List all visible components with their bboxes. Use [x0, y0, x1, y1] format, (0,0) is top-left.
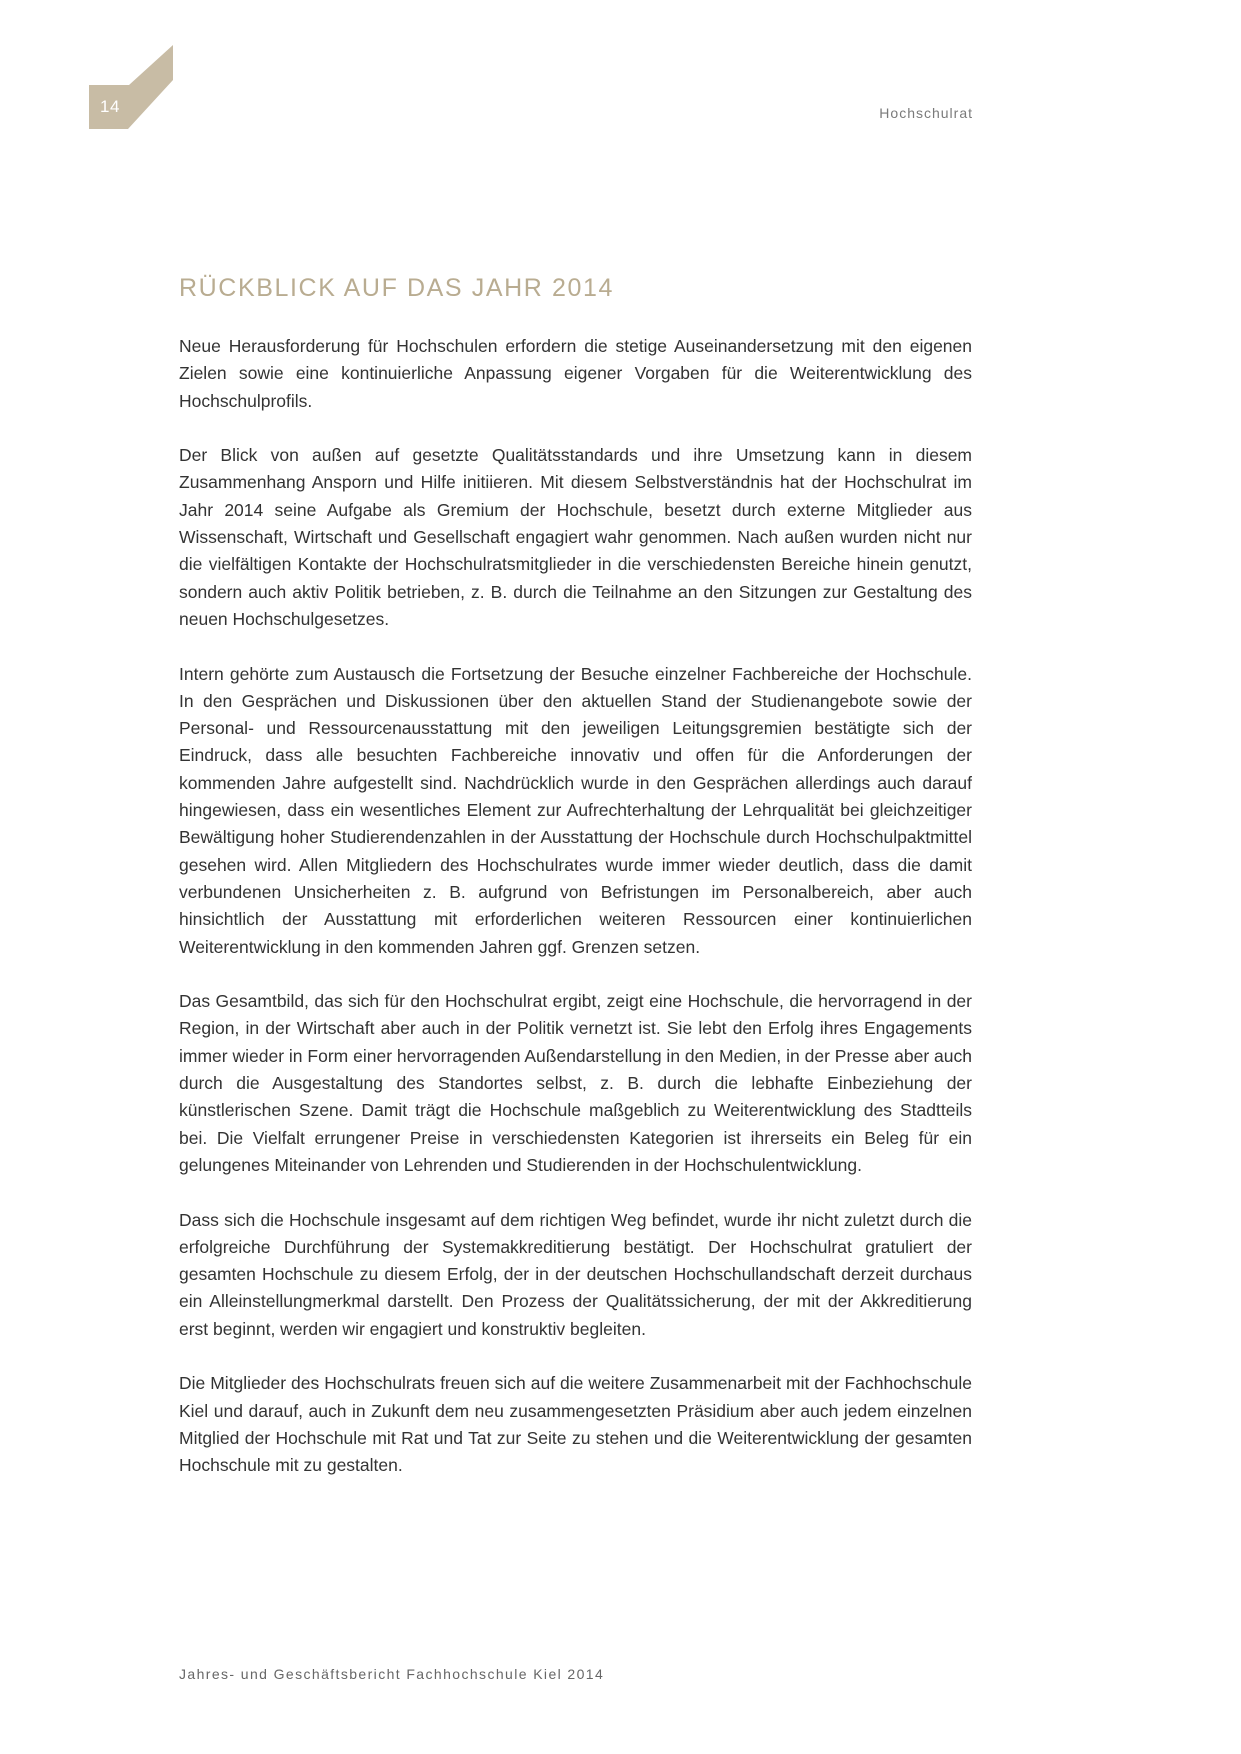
paragraph: Das Gesamtbild, das sich für den Hochschulrat ergibt, zeigt eine Hochschule, die hervorragend in der Region, in der Wirtschaft aber auch in der Politik vernetzt ist. Sie lebt den Erfolg ihres Engagements immer wieder in Form einer hervorragenden Außendarstellung in den Medien, in der Presse aber auch durch die Ausgestaltung des Standortes selbst, z. B. durch die lebhafte Einbeziehung der künstlerischen Szene. Damit trägt die Hochschule maßgeblich zu Weiterentwicklung des Stadtteils bei. Die Vielfalt errungener Preise in verschiedensten Kategorien ist ihrerseits ein Beleg für ein gelungenes Miteinander von Lehrenden und Studierenden in der Hochschulentwicklung.	[179, 991, 972, 1175]
paragraph: Intern gehörte zum Austausch die Fortsetzung der Besuche einzelner Fachbereiche der Hochschule. In den Gesprächen und Diskussionen über den aktuellen Stand der Studienangebote sowie der Personal- und Ressourcenausstattung mit den jeweiligen Leitungsgremien bestätigte sich der Eindruck, dass alle besuchten Fachbereiche innovativ und offen für die Anforderungen der kommenden Jahre aufgestellt sind. Nachdrücklich wurde in den Gesprächen allerdings auch darauf hingewiesen, dass ein wesentliches Element zur Aufrechterhaltung der Lehrqualität bei gleichzeitiger Bewältigung hoher Studierendenzahlen in der Ausstattung der Hochschule durch Hochschulpaktmittel gesehen wird. Allen Mitgliedern des Hochschulrates wurde immer wieder deutlich, dass die damit verbundenen Unsicherheiten z. B. aufgrund von Befristungen im Personalbereich, aber auch hinsichtlich der Ausstattung mit erforderlichen weiteren Ressourcen einer kontinuierlichen Weiterentwicklung in den kommenden Jahren ggf. Grenzen setzen.	[179, 663, 972, 957]
running-head: Hochschulrat	[879, 105, 973, 121]
paragraph: Dass sich die Hochschule insgesamt auf dem richtigen Weg befindet, wurde ihr nicht zuletzt durch die erfolgreiche Durchführung der Systemakkreditierung bestätigt. Der Hochschulrat gratuliert der gesamten Hochschule zu diesem Erfolg, der in der deutschen Hochschullandschaft derzeit durchaus ein Alleinstellungmerkmal darstellt. Den Prozess der Qualitätssicherung, der mit der Akkreditierung erst beginnt, werden wir engagiert und konstruktiv begleiten.	[179, 1209, 972, 1339]
page-footer: Jahres- und Geschäftsbericht Fachhochschule Kiel 2014	[179, 1666, 605, 1682]
paragraph: Die Mitglieder des Hochschulrats freuen sich auf die weitere Zusammenarbeit mit der Fachhochschule Kiel und darauf, auch in Zukunft dem neu zusammengesetzten Präsidium aber auch jedem einzelnen Mitglied der Hochschule mit Rat und Tat zur Seite zu stehen und die Weiterentwicklung der gesamten Hochschule mit zu gestalten.	[179, 1373, 972, 1476]
section-title: RÜCKBLICK AUF DAS JAHR 2014	[179, 274, 614, 302]
page-number: 14	[100, 97, 120, 116]
paragraph: Der Blick von außen auf gesetzte Qualitätsstandards und ihre Umsetzung kann in diesem Zusammenhang Ansporn und Hilfe initiieren. Mit diesem Selbstverständnis hat der Hochschulrat im Jahr 2014 seine Aufgabe als Gremium der Hochschule, besetzt durch externe Mitglieder aus Wissenschaft, Wirtschaft und Gesellschaft engagiert wahr genommen. Nach außen wurden nicht nur die vielfältigen Kontakte der Hochschulratsmitglieder in die verschiedensten Bereiche hinein genutzt, sondern auch aktiv Politik betrieben, z. B. durch die Teilnahme an den Sitzungen zur Gestaltung des neuen Hochschulgesetzes.	[179, 445, 972, 629]
paragraph: Neue Herausforderung für Hochschulen erfordern die stetige Auseinandersetzung mit den eigenen Zielen sowie eine kontinuierliche Anpassung eigener Vorgaben für die Weiterentwicklung des Hochschulprofils.	[179, 336, 972, 411]
body-text	[179, 333, 972, 1507]
